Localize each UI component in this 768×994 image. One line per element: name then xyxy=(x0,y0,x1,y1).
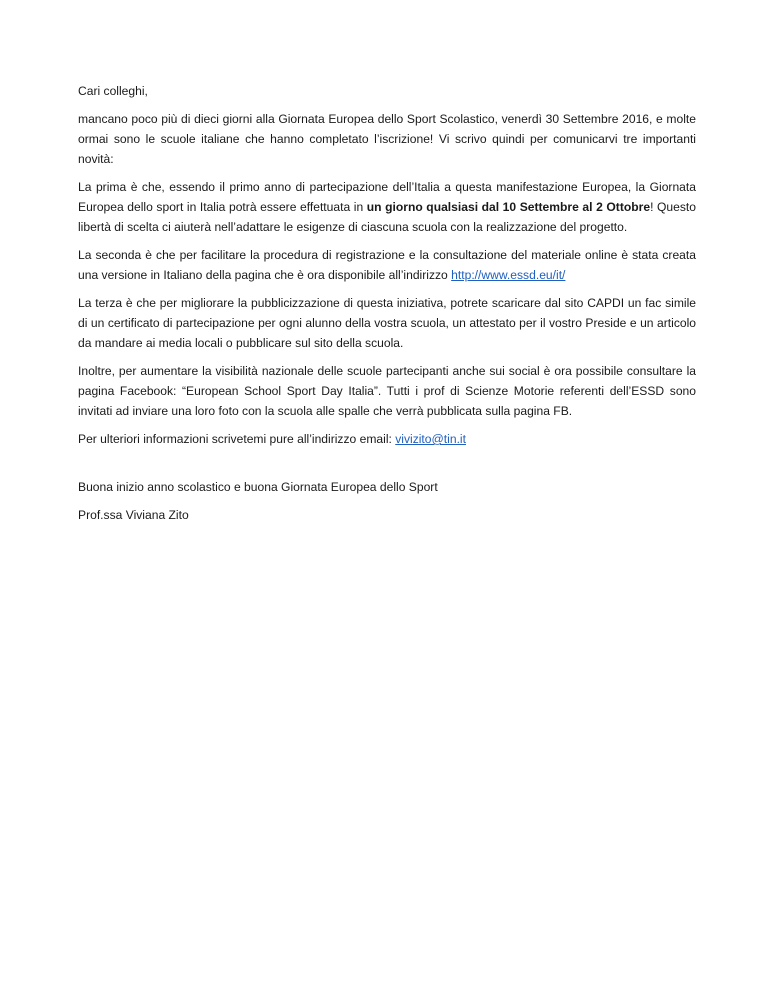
paragraph-social: Inoltre, per aumentare la visibilità nazionale delle scuole partecipanti anche sui social è ora possibile consultare la pagina Facebook: “European School Sport Day Italia”. Tutti i prof di Scienze Motorie referenti dell’ESSD sono invitati ad inviare una loro foto con la scuola alle spalle che verrà pubblicata sulla pagina FB. xyxy=(78,364,696,418)
text: La prima è che, essendo il primo anno di partecipazione dell’Italia a questa manifestazione Europea, la Giornata Europea dello sport in Italia potrà essere effettuata in xyxy=(78,180,696,214)
paragraph-contact xyxy=(78,429,696,449)
essd-link[interactable]: http://www.essd.eu/it/ xyxy=(451,268,566,282)
text: ! Questo libertà di scelta ci aiuterà nell’adattare le esigenze di ciascuna scuola con la realizzazione del progetto. xyxy=(78,200,696,234)
paragraph-first-news xyxy=(78,177,696,237)
closing: Buona inizio anno scolastico e buona Giornata Europea dello Sport xyxy=(78,480,438,494)
email-link[interactable]: vivizito@tin.it xyxy=(395,432,466,446)
paragraph-third-news: La terza è che per migliorare la pubblicizzazione di questa iniziativa, potrete scaricare dal sito CAPDI un fac simile di un certificato di partecipazione per ogni alunno della vostra scuola, un attestato per il vostro Preside e un articolo da mandare ai media locali o pubblicare sul sito della scuola. xyxy=(78,296,696,350)
paragraph-second-news xyxy=(78,245,696,285)
text: Per ulteriori informazioni scrivetemi pure all’indirizzo email: xyxy=(78,432,396,446)
greeting: Cari colleghi, xyxy=(78,84,148,98)
signature: Prof.ssa Viviana Zito xyxy=(78,508,189,522)
paragraph-intro: mancano poco più di dieci giorni alla Giornata Europea dello Sport Scolastico, venerdì 30 Settembre 2016, e molte ormai sono le scuole italiane che hanno completato l’iscrizione! Vi scrivo quindi per comunicarvi tre importanti novità: xyxy=(78,112,696,166)
text: La seconda è che per facilitare la procedura di registrazione e la consultazione del materiale online è stata creata una versione in Italiano della pagina che è ora disponibile all’indirizzo xyxy=(78,248,696,282)
highlighted-dates: un giorno qualsiasi dal 10 Settembre al 2 Ottobre xyxy=(366,200,651,214)
letter-body xyxy=(78,81,696,533)
